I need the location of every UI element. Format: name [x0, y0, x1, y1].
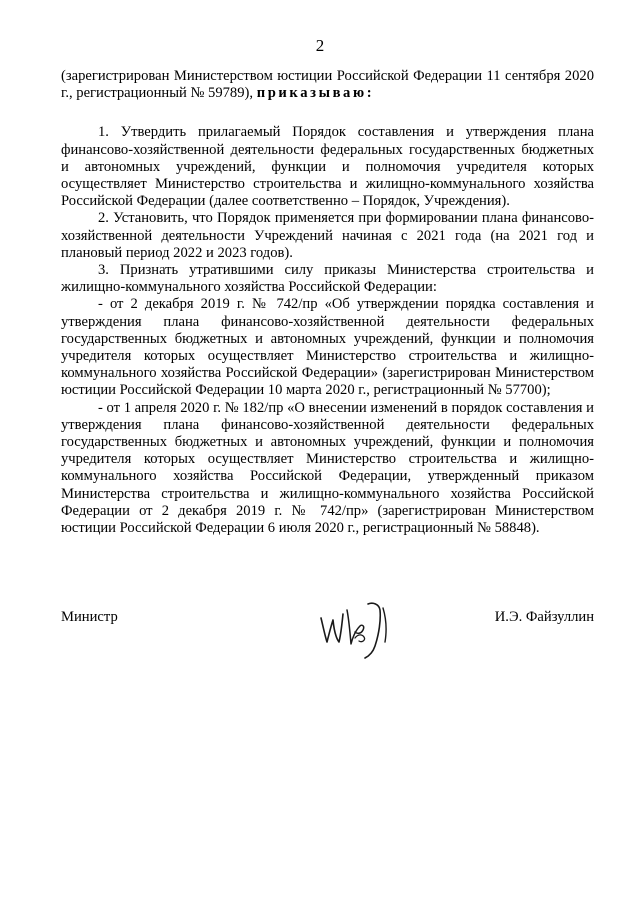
repealed-order-742: - от 2 декабря 2019 г. № 742/пр «Об утверждении порядка составления и утверждения плана финансово-хозяйственной деятельности федеральных государственных бюджетных и автономных учреждений, функции и полномочия учредителя которых осуществляет Министерство строительства и жилищно-коммунального хозяйства Российской Федерации» (зарегистрирован Министерством юстиции Российской Федерации 10 марта 2020 г., регистрационный № 57700);	[61, 296, 594, 399]
item-paragraph-1: 1. Утвердить прилагаемый Порядок составления и утверждения плана финансово-хозяйственной деятельности федеральных государственных бюджетных и автономных учреждений, функции и полномочия учредителя которых осуществляет Министерство строительства и жилищно-коммунального хозяйства Российской Федерации (далее соответственно – Порядок, Учреждения).	[61, 124, 594, 210]
item-paragraph-3: 3. Признать утратившими силу приказы Министерства строительства и жилищно-коммунального хозяйства Российской Федерации:	[61, 262, 594, 296]
item-paragraph-2: 2. Установить, что Порядок применяется при формировании плана финансово-хозяйственной деятельности Учреждений начиная с 2021 года (на 2021 год и плановый период 2022 и 2023 годов).	[61, 210, 594, 261]
signer-role: Министр	[61, 609, 118, 625]
handwritten-signature-icon	[313, 596, 395, 660]
repealed-order-182: - от 1 апреля 2020 г. № 182/пр «О внесении изменений в порядок составления и утверждения плана финансово-хозяйственной деятельности федеральных государственных бюджетных и автономных учреждений, функции и полномочия учредителя которых осуществляет Министерство строительства и жилищно-коммунального хозяйства Российской Федерации, утвержденный приказом Министерства строительства и жилищно-коммунального хозяйства Российской Федерации от 2 декабря 2019 г. № 742/пр» (зарегистрирован Министерством юстиции Российской Федерации 6 июля 2020 г., регистрационный № 58848).	[61, 399, 594, 537]
order-keyword: приказываю:	[256, 85, 375, 102]
intro-paragraph	[61, 68, 594, 102]
signature-block	[61, 596, 594, 676]
signer-name: И.Э. Файзуллин	[494, 609, 594, 625]
document-body	[61, 68, 594, 537]
paragraph-gap	[61, 102, 594, 124]
intro-text: (зарегистрирован Министерством юстиции Российской Федерации 11 сентября 2020 г., регистрационный № 59789),	[61, 68, 594, 102]
page-number: 2	[315, 36, 325, 55]
